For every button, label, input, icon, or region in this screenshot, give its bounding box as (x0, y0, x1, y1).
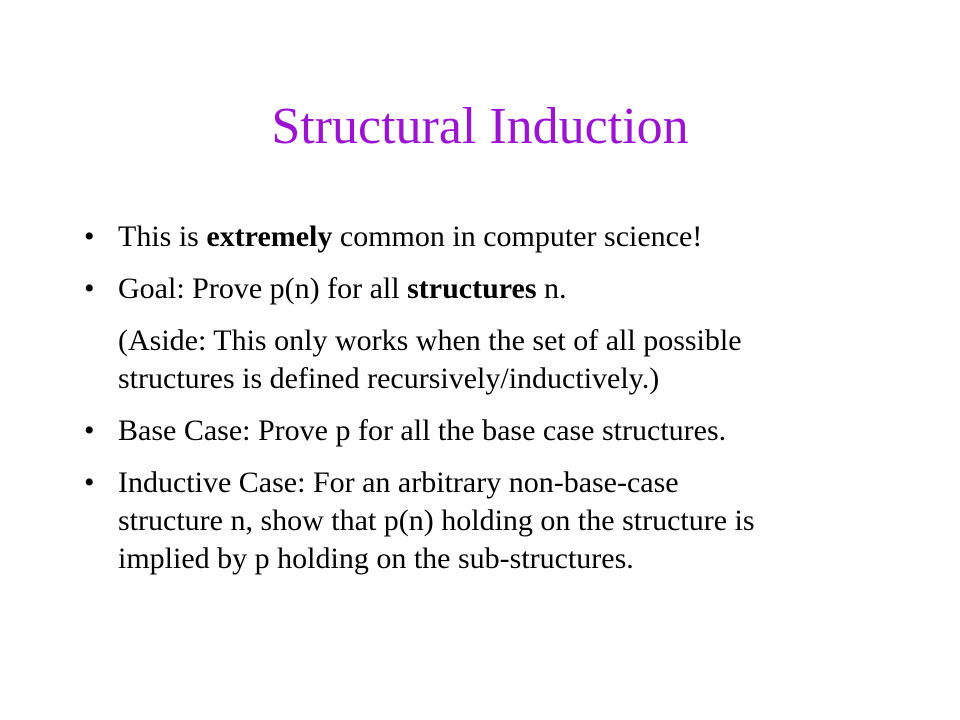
bullet-line-3: implied by p holding on the sub-structures. (118, 542, 634, 575)
slide-title: Structural Induction (271, 98, 689, 155)
bullet-line-1: Inductive Case: For an arbitrary non-base-case (118, 466, 679, 499)
bullet-common-in-cs (78, 218, 898, 256)
bullet-list (78, 218, 898, 592)
bullet-text-bold: structures (407, 272, 537, 305)
bullet-base-case (78, 412, 898, 450)
bullet-marker: • (84, 466, 95, 499)
bullet-marker: • (84, 414, 95, 447)
bullet-text-post: common in computer science! (332, 220, 703, 253)
bullet-line-2: structure n, show that p(n) holding on the structure is (118, 504, 755, 537)
bullet-text-pre: This is (118, 220, 207, 253)
bullet-text: Base Case: Prove p for all the base case structures. (118, 414, 727, 447)
bullet-text-bold: extremely (206, 220, 333, 253)
aside-line-2: structures is defined recursively/inductively.) (118, 362, 660, 395)
bullet-text-post: n. (536, 272, 567, 305)
bullet-marker: • (84, 272, 95, 305)
aside-note (78, 322, 898, 398)
bullet-marker: • (84, 220, 95, 253)
bullet-goal (78, 270, 898, 308)
bullet-text-pre: Goal: Prove p(n) for all (118, 272, 408, 305)
aside-line-1: (Aside: This only works when the set of all possible (118, 324, 742, 357)
bullet-inductive-case (78, 464, 898, 578)
